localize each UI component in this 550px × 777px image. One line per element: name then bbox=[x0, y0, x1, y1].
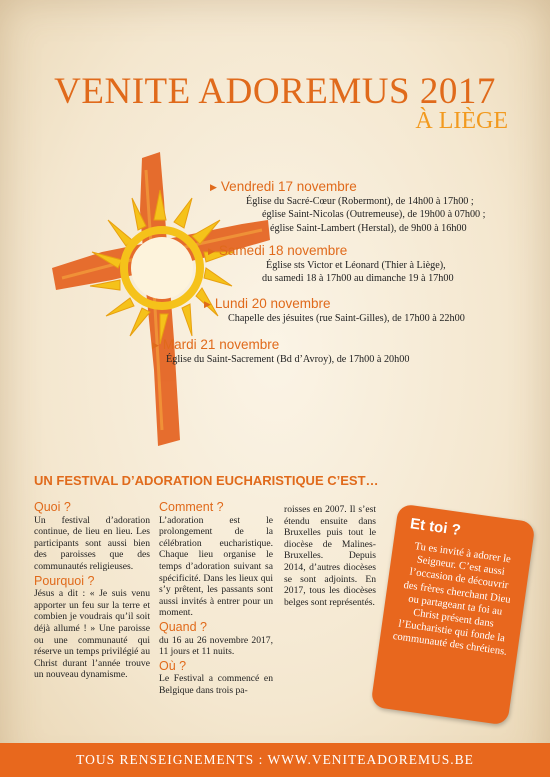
event-monday: ▶ Lundi 20 novembre Chapelle des jésuites (rue Saint-Gilles), de 17h00 à 22h00 bbox=[204, 296, 465, 325]
answer-where: Le Festival a commencé en Belgique dans trois pa- bbox=[159, 673, 273, 696]
info-column-3 bbox=[284, 504, 376, 611]
festival-heading: UN FESTIVAL D’ADORATION EUCHARISTIQUE C’EST… bbox=[34, 473, 379, 488]
answer-when: du 16 au 26 novembre 2017, 11 jours et 11 nuits. bbox=[159, 634, 273, 658]
answer-how: L’adoration est le prolongement de la célébration eucharistique. Chaque lieu organise le temps d’adoration suivant sa spécificité. Dans les lieux qui s’y prêtent, les passants sont aussi invités à entrer pour un moment. bbox=[159, 514, 273, 619]
event-day-heading: ▶ Samedi 18 novembre bbox=[208, 243, 348, 258]
et-toi-text: Tu es invité à adorer le Seigneur. C’est aussi l’occasion de découvrir des frères cherchant Dieu ou partageant ta foi au Christ présent dans l’Eucharistie qui fonde la communauté des chrétiens. bbox=[392, 541, 512, 659]
answer-why: Jésus a dit : « Je suis venu apporter un feu sur la terre et combien je voudrais qu’il soit déjà allumé ! » Une paroisse ou une communauté qui réserve un temps privilégié au Christ durant l’année trouve un nouveau dynamisme. bbox=[34, 588, 150, 681]
et-toi-title: Et toi ? bbox=[409, 515, 462, 540]
question-why: Pourquoi ? bbox=[34, 573, 95, 588]
footer-info-bar: TOUS RENSEIGNEMENTS : WWW.VENITEADOREMUS.BE bbox=[0, 743, 550, 777]
page-subtitle: À LIÈGE bbox=[415, 108, 508, 134]
triangle-bullet-icon: ▶ bbox=[208, 246, 215, 256]
triangle-bullet-icon: ▶ bbox=[152, 340, 159, 350]
answer-what: Un festival d’adoration continue, de lieu en lieu. Les participants sont aussi bien des paroisses que des communautés religieuses. bbox=[34, 514, 150, 572]
question-where: Où ? bbox=[159, 658, 187, 673]
event-day-heading: ▶ Vendredi 17 novembre bbox=[210, 179, 357, 194]
triangle-bullet-icon: ▶ bbox=[210, 182, 217, 192]
answer-where-continued: roisses en 2007. Il s’est étendu ensuite dans Bruxelles puis tout le diocèse de Malines-Bruxelles. Depuis 2014, d’autres diocèses se sont adjoints. En 2017, tous les diocèses belges sont représentés. bbox=[284, 504, 376, 608]
et-toi-box bbox=[370, 503, 535, 725]
event-saturday: ▶ Samedi 18 novembre Église sts Victor et Léonard (Thier à Liège), du samedi 18 à 17h00 au dimanche 19 à 17h00 bbox=[208, 243, 454, 285]
sun-center bbox=[131, 237, 193, 299]
event-friday: ▶ Vendredi 17 novembre Église du Sacré-Cœur (Robermont), de 14h00 à 17h00 ; église Saint-Nicolas (Outremeuse), de 19h00 à 07h00 ; église Saint-Lambert (Herstal), de 9h00 à 16h00 bbox=[210, 179, 486, 234]
page-title: VENITE ADOREMUS 2017 bbox=[54, 71, 496, 112]
event-tuesday: ▶ Mardi 21 novembre Église du Saint-Sacrement (Bd d’Avroy), de 17h00 à 20h00 bbox=[152, 337, 410, 366]
triangle-bullet-icon: ▶ bbox=[204, 299, 211, 309]
event-day-heading: ▶ Lundi 20 novembre bbox=[204, 296, 331, 311]
question-what: Quoi ? bbox=[34, 500, 71, 514]
question-when: Quand ? bbox=[159, 619, 207, 634]
question-how: Comment ? bbox=[159, 500, 224, 514]
info-column-2 bbox=[159, 502, 273, 700]
info-column-1 bbox=[34, 502, 150, 684]
event-day-heading: ▶ Mardi 21 novembre bbox=[152, 337, 280, 352]
